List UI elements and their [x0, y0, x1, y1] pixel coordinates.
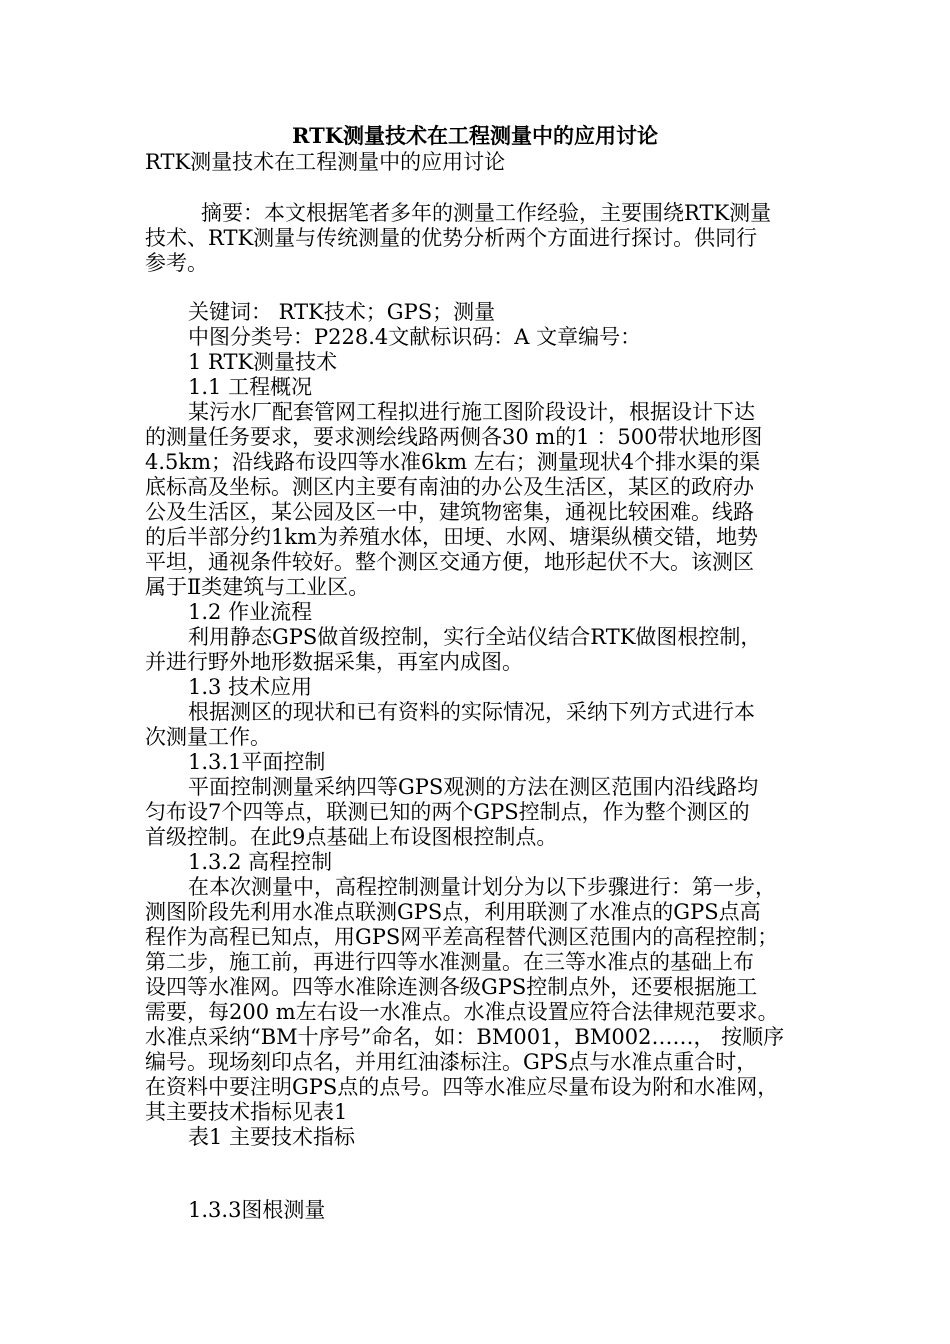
section-heading: 1.3.2 高程控制 [188, 850, 333, 874]
paragraph-line: 次测量工作。 [145, 725, 271, 749]
document-title: RTK测量技术在工程测量中的应用讨论 [292, 123, 658, 148]
section-heading: 1 RTK测量技术 [188, 350, 338, 374]
paragraph-line: 并进行野外地形数据采集，再室内成图。 [145, 650, 523, 674]
paragraph-line: 其主要技术指标见表1 [145, 1100, 348, 1124]
paragraph-line: 平面控制测量采纳四等GPS观测的方法在测区范围内沿线路均 [188, 775, 759, 799]
classification: 中图分类号：P228.4文献标识码：A 文章编号： [188, 325, 642, 349]
paragraph-line: 底标高及坐标。测区内主要有南油的办公及生活区，某区的政府办 [145, 475, 754, 499]
section-heading: 1.3.1平面控制 [188, 750, 326, 774]
keywords: 关键词： RTK技术；GPS；测量 [188, 300, 496, 324]
paragraph-line: 某污水厂配套管网工程拟进行施工图阶段设计，根据设计下达 [188, 400, 755, 424]
paragraph-line: 第二步，施工前，再进行四等水准测量。在三等水准点的基础上布 [145, 950, 754, 974]
abstract-line: 摘要：本文根据笔者多年的测量工作经验，主要围绕RTK测量 [201, 201, 772, 225]
paragraph-line: 在本次测量中，高程控制测量计划分为以下步骤进行：第一步， [188, 875, 776, 899]
paragraph-line: 需要，每200 m左右设一水准点。水准点设置应符合法律规范要求。 [145, 1000, 779, 1024]
paragraph-line: 属于Ⅱ类建筑与工业区。 [145, 575, 370, 599]
paragraph-line: 平坦，通视条件较好。整个测区交通方便，地形起伏不大。该测区 [145, 550, 754, 574]
paragraph-line: 的后半部分约1km为养殖水体，田埂、水网、塘渠纵横交错，地势 [145, 525, 758, 549]
paragraph-line: 水准点采纳“BM十序号”命名，如：BM001，BM002……， 按顺序 [145, 1025, 785, 1049]
document-subtitle: RTK测量技术在工程测量中的应用讨论 [145, 150, 506, 174]
paragraph-line: 编号。现场刻印点名，并用红油漆标注。GPS点与水准点重合时， [145, 1050, 758, 1074]
paragraph-line: 利用静态GPS做首级控制，实行全站仪结合RTK做图根控制， [188, 625, 762, 649]
paragraph-line: 程作为高程已知点，用GPS网平差高程替代测区范围内的高程控制； [145, 925, 779, 949]
paragraph-line: 根据测区的现状和已有资料的实际情况，采纳下列方式进行本 [188, 700, 755, 724]
paragraph-line: 公及生活区，某公园及区一中，建筑物密集，通视比较困难。线路 [145, 500, 754, 524]
paragraph-line: 匀布设7个四等点，联测已知的两个GPS控制点，作为整个测区的 [145, 800, 750, 824]
section-heading: 1.1 工程概况 [188, 375, 313, 399]
paragraph-line: 在资料中要注明GPS点的点号。四等水准应尽量布设为附和水准网， [145, 1075, 779, 1099]
section-heading: 1.3.3图根测量 [188, 1198, 326, 1222]
paragraph-line: 测图阶段先利用水准点联测GPS点，利用联测了水准点的GPS点高 [145, 900, 761, 924]
section-heading: 1.2 作业流程 [188, 600, 313, 624]
table-caption: 表1 主要技术指标 [188, 1125, 356, 1149]
section-heading: 1.3 技术应用 [188, 675, 313, 699]
abstract-line: 参考。 [145, 251, 208, 275]
paragraph-line: 首级控制。在此9点基础上布设图根控制点。 [145, 825, 558, 849]
paragraph-line: 设四等水准网。四等水准除连测各级GPS控制点外，还要根据施工 [145, 975, 758, 999]
paragraph-line: 4.5km；沿线路布设四等水准6km 左右；测量现状4个排水渠的渠 [145, 450, 761, 474]
paragraph-line: 的测量任务要求，要求测绘线路两侧各30 m的1 ：500带状地形图 [145, 425, 763, 449]
abstract-line: 技术、RTK测量与传统测量的优势分析两个方面进行探讨。供同行 [145, 226, 758, 250]
